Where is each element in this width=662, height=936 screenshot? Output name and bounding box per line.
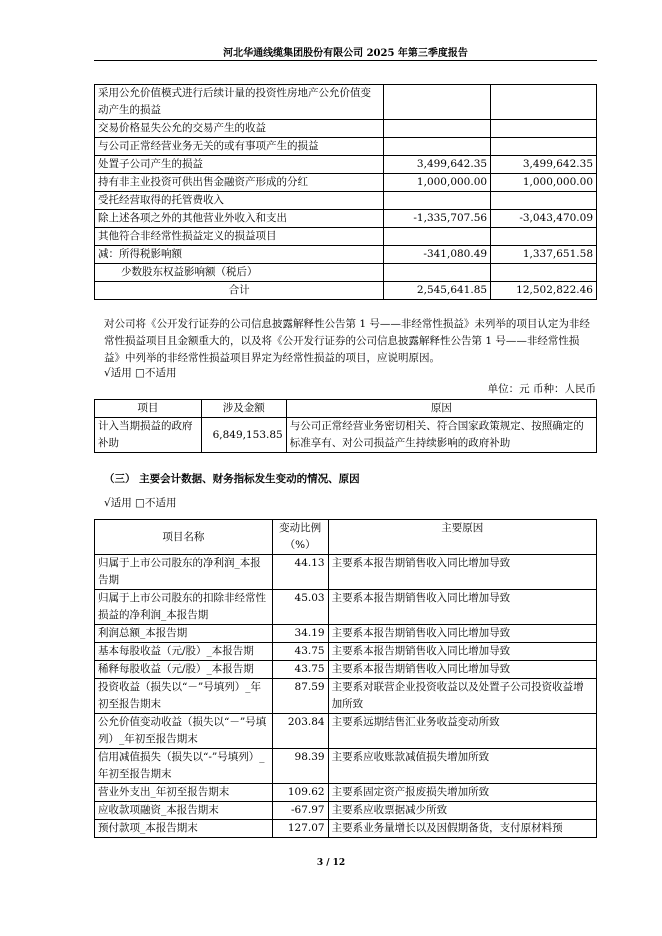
row-item-name: 营业外支出_年初至报告期末 (95, 784, 273, 802)
row-main-reason: 主要系本报告期销售收入同比增加导致 (328, 590, 596, 625)
row-year-to-date: 12,502,822.46 (491, 282, 597, 300)
row-change-ratio: 43.75 (272, 643, 328, 661)
row-year-to-date (491, 264, 597, 282)
row-change-ratio: 109.62 (272, 784, 328, 802)
row-main-reason: 主要系本报告期销售收入同比增加导致 (328, 625, 596, 643)
row-change-ratio: 34.19 (272, 625, 328, 643)
row-main-reason: 主要系固定资产报废损失增加所致 (328, 784, 596, 802)
row-item: 处置子公司产生的损益 (95, 156, 384, 174)
row-current-period (384, 228, 491, 246)
row-change-ratio: 98.39 (272, 749, 328, 784)
row-item: 与公司正常经营业务无关的或有事项产生的损益 (95, 138, 384, 156)
row-change-ratio: 45.03 (272, 590, 328, 625)
table-row (95, 228, 597, 246)
row-year-to-date (491, 85, 597, 120)
row-main-reason: 主要系应收票据减少所致 (328, 802, 596, 820)
row-item-name: 基本每股收益（元/股）_本报告期 (95, 643, 273, 661)
row-item-name: 归属于上市公司股东的扣除非经常性损益的净利润_本报告期 (95, 590, 273, 625)
change-reasons-table (94, 519, 597, 838)
row-item: 合计 (95, 282, 384, 300)
row-change-ratio: 44.13 (272, 555, 328, 590)
table-row (95, 120, 597, 138)
header-item: 项目 (95, 400, 202, 418)
section-applicability: √适用 □不适用 (104, 497, 177, 509)
table-row (95, 643, 597, 661)
table-row (95, 555, 597, 590)
row-change-ratio: 43.75 (272, 661, 328, 679)
row-change-ratio: 87.59 (272, 679, 328, 714)
table-row (95, 625, 597, 643)
table-row (95, 590, 597, 625)
row-item: 受托经营取得的托管费收入 (95, 192, 384, 210)
row-main-reason: 主要系对联营企业投资收益以及处置子公司投资收益增加所致 (328, 679, 596, 714)
row-item-name: 应收款项融资_本报告期末 (95, 802, 273, 820)
row-current-period (384, 264, 491, 282)
row-item-name: 信用减值损失（损失以“-”号填列）_年初至报告期末 (95, 749, 273, 784)
row-item: 除上述各项之外的其他营业外收入和支出 (95, 210, 384, 228)
row-main-reason: 主要系本报告期销售收入同比增加导致 (328, 661, 596, 679)
page-number: 3 / 12 (316, 858, 346, 868)
row-item-name: 利润总额_本报告期 (95, 625, 273, 643)
row-item: 计入当期损益的政府补助 (95, 418, 202, 453)
header-reason: 原因 (286, 400, 596, 418)
row-current-period (384, 85, 491, 120)
row-change-ratio: -67.97 (272, 802, 328, 820)
table-row (95, 679, 597, 714)
row-item-name: 投资收益（损失以“－”号填列）_年初至报告期末 (95, 679, 273, 714)
row-main-reason: 主要系本报告期销售收入同比增加导致 (328, 555, 596, 590)
row-item-name: 预付款项_本报告期末 (95, 820, 273, 838)
row-item: 采用公允价值模式进行后续计量的投资性房地产公允价值变动产生的损益 (95, 85, 384, 120)
report-header: 河北华通线缆集团股份有限公司 2025 年第三季度报告 (223, 48, 468, 59)
row-current-period (384, 192, 491, 210)
row-change-ratio: 203.84 (272, 714, 328, 749)
row-reason: 与公司正常经营业务密切相关、符合国家政策规定、按照确定的标准享有、对公司损益产生持续影响的政府补助 (286, 418, 596, 453)
header-ratio: 变动比例（%） (272, 520, 328, 555)
table-row (95, 784, 597, 802)
row-year-to-date: -3,043,470.09 (491, 210, 597, 228)
row-item-name: 公允价值变动收益（损失以“－”号填列）_年初至报告期末 (95, 714, 273, 749)
row-amount: 6,849,153.85 (201, 418, 286, 453)
reason-table (94, 399, 597, 453)
row-year-to-date: 3,499,642.35 (491, 156, 597, 174)
row-main-reason: 主要系业务量增长以及因假期备货，支付原材料预 (328, 820, 596, 838)
row-current-period: 2,545,641.85 (384, 282, 491, 300)
row-item: 持有非主业投资可供出售金融资产形成的分红 (95, 174, 384, 192)
row-current-period: -341,080.49 (384, 246, 491, 264)
table-row (95, 138, 597, 156)
table-row (95, 802, 597, 820)
row-current-period (384, 120, 491, 138)
table-row (95, 210, 597, 228)
row-main-reason: 主要系应收账款减值损失增加所致 (328, 749, 596, 784)
row-year-to-date (491, 192, 597, 210)
row-item: 减：所得税影响额 (95, 246, 384, 264)
unit-label: 单位：元 币种：人民币 (487, 383, 596, 395)
row-current-period (384, 138, 491, 156)
header-main-reason: 主要原因 (328, 520, 596, 555)
table-row (95, 192, 597, 210)
table-row (95, 85, 597, 120)
row-main-reason: 主要系远期结售汇业务收益变动所致 (328, 714, 596, 749)
header-amount: 涉及金额 (201, 400, 286, 418)
row-current-period: 1,000,000.00 (384, 174, 491, 192)
row-item: 交易价格显失公允的交易产生的收益 (95, 120, 384, 138)
row-year-to-date (491, 120, 597, 138)
row-main-reason: 主要系本报告期销售收入同比增加导致 (328, 643, 596, 661)
row-change-ratio: 127.07 (272, 820, 328, 838)
row-current-period: 3,499,642.35 (384, 156, 491, 174)
row-current-period: -1,335,707.56 (384, 210, 491, 228)
row-year-to-date (491, 138, 597, 156)
table-row (95, 282, 597, 300)
table-row (95, 174, 597, 192)
nonrecurring-gains-table (94, 84, 597, 300)
row-year-to-date: 1,337,651.58 (491, 246, 597, 264)
row-item-name: 稀释每股收益（元/股）_本报告期 (95, 661, 273, 679)
header-item-name: 项目名称 (95, 520, 273, 555)
table-row (95, 714, 597, 749)
row-item: 少数股东权益影响额（税后） (95, 264, 384, 282)
reason-table-header (95, 400, 597, 418)
row-item-name: 归属于上市公司股东的净利润_本报告期 (95, 555, 273, 590)
row-year-to-date: 1,000,000.00 (491, 174, 597, 192)
row-year-to-date (491, 228, 597, 246)
section-title: （三） 主要会计数据、财务指标发生变动的情况、原因 (104, 473, 360, 485)
row-item: 其他符合非经常性损益定义的损益项目 (95, 228, 384, 246)
change-table-header (95, 520, 597, 555)
table-row (95, 264, 597, 282)
table-row (95, 246, 597, 264)
header-divider (94, 60, 597, 61)
table-row (95, 156, 597, 174)
table-row (95, 661, 597, 679)
applicability-checkbox: √适用 □不适用 (104, 367, 177, 379)
table-row (95, 749, 597, 784)
table-row (95, 418, 597, 453)
table-row (95, 820, 597, 838)
explanation-paragraph: 对公司将《公开发行证券的公司信息披露解释性公告第 1 号——非经常性损益》未列举的项目认定为非经常性损益项目且金额重大的，以及将《公开发行证券的公司信息披露解释性公告第 1 号——非经常性损益》中列举的非经常性损益项目界定为经常性损益的项目，应说明原因。 (104, 318, 590, 364)
